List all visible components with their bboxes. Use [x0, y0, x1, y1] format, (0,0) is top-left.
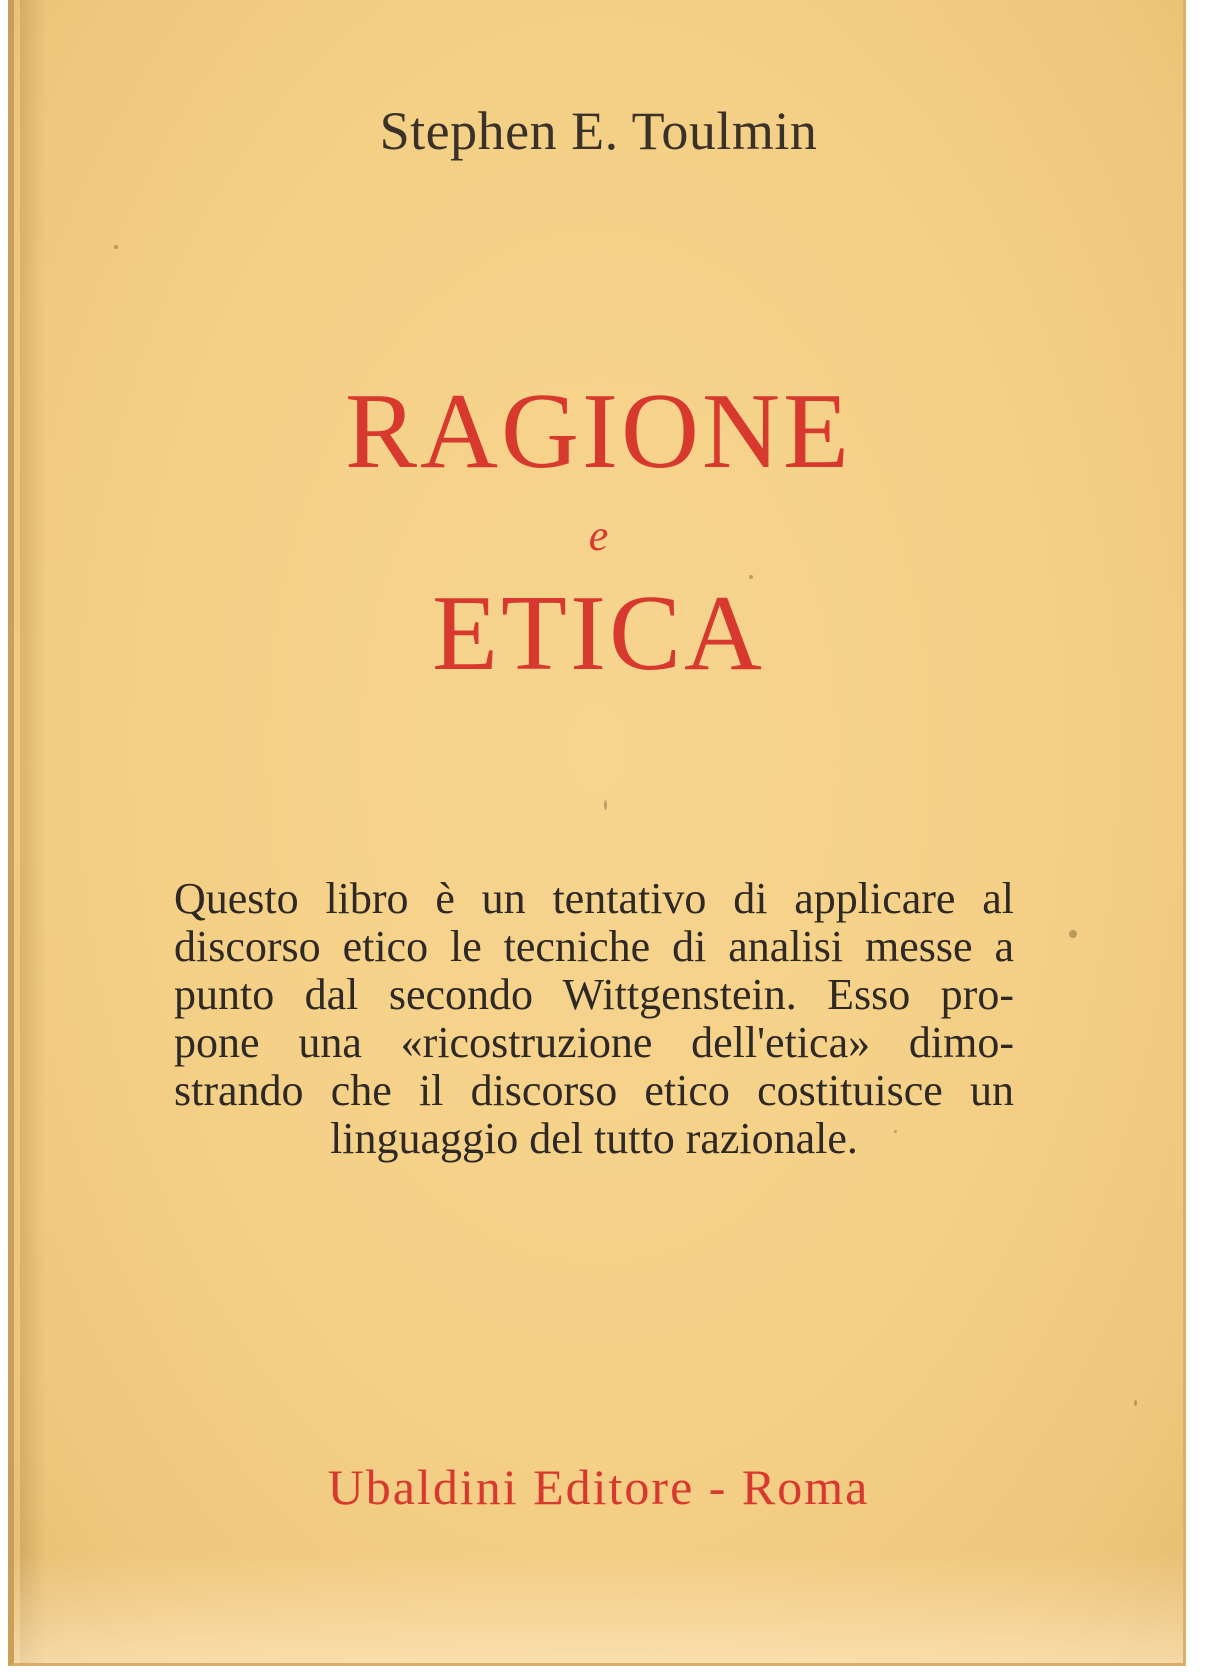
paper-speck — [604, 800, 607, 810]
paper-speck — [1069, 930, 1077, 938]
blurb-line: strando che il discorso etico costituisce un — [174, 1066, 1014, 1115]
blurb-line: Questo libro è un tentativo di applicare al — [174, 874, 1014, 923]
title-line-2: ETICA — [432, 574, 765, 693]
blurb-line: pone una «ricostruzione dell'etica» dimo- — [174, 1018, 1014, 1067]
blurb-text — [174, 875, 1014, 1163]
paper-speck — [114, 245, 118, 249]
publisher-imprint: Ubaldini Editore - Roma — [327, 1459, 870, 1515]
spine-shadow — [20, 0, 46, 1663]
author-name: Stephen E. Toulmin — [379, 101, 818, 161]
blurb-line: discorso etico le tecniche di analisi messe a — [174, 922, 1014, 971]
blurb-line: punto dal secondo Wittgenstein. Esso pro- — [174, 970, 1014, 1019]
title-line-1: RAGIONE — [345, 372, 852, 491]
book-cover — [8, 0, 1186, 1666]
worn-edge — [14, 1553, 1183, 1663]
title-conjunction: e — [588, 511, 609, 560]
blurb-line: linguaggio del tutto razionale. — [330, 1114, 858, 1163]
paper-speck — [1134, 1400, 1137, 1406]
